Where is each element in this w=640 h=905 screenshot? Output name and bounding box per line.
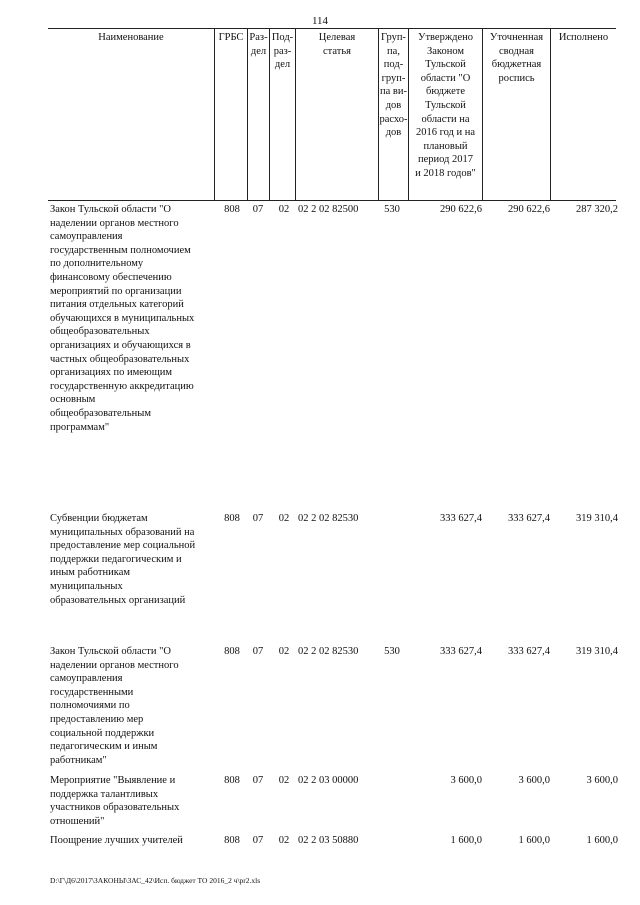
- row-4-podrazdel: 02: [278, 775, 290, 786]
- header-grbs: ГРБС: [218, 32, 244, 43]
- page-number: 114: [311, 15, 329, 27]
- row-1-executed: 287 320,2: [576, 204, 618, 215]
- row-4-refined: 3 600,0: [518, 775, 550, 786]
- header-podrazdel: Под- раз- дел: [271, 32, 294, 71]
- row-4-target-article: 02 2 03 00000: [298, 775, 359, 786]
- row-1-podrazdel: 02: [278, 204, 290, 215]
- table-header: [48, 28, 616, 201]
- header-name: Наименование: [98, 32, 164, 43]
- row-3-name: Закон Тульской области "О наделении органов местного самоуправления государственными полномочиями по предоставлению мер социальной поддержки педагогическим и иным работникам": [50, 646, 179, 766]
- row-2-name: Субвенции бюджетам муниципальных образований на предоставление мер социальной поддержки педагогическим и иным работникам муниципальных образовательных организаций: [50, 513, 196, 606]
- header-razdel: Раз- дел: [249, 32, 268, 57]
- footer-file-path: D:\Г\Д6\2017\ЗАКОНЫ\ЗАС_42\Исп. бюджет ТО 2016_2 ч\pr2.xls: [50, 876, 261, 885]
- row-3-refined: 333 627,4: [508, 646, 550, 657]
- header-divider: [550, 29, 551, 200]
- row-2-approved: 333 627,4: [440, 513, 482, 524]
- header-expense-group: Груп- па, под- груп- па ви- дов расхо- дов: [379, 32, 408, 139]
- row-5-grbs: 808: [224, 835, 240, 846]
- row-4-name: Мероприятие "Выявление и поддержка талантливых участников образовательных отношений": [50, 775, 180, 827]
- row-5-executed: 1 600,0: [586, 835, 618, 846]
- row-4-approved: 3 600,0: [450, 775, 482, 786]
- row-3-executed: 319 310,4: [576, 646, 618, 657]
- row-5-target-article: 02 2 03 50880: [298, 835, 359, 846]
- row-5-refined: 1 600,0: [518, 835, 550, 846]
- row-2-razdel: 07: [252, 513, 264, 524]
- row-1-approved: 290 622,6: [440, 204, 482, 215]
- row-3-target-article: 02 2 02 82530: [298, 646, 359, 657]
- row-4-grbs: 808: [224, 775, 240, 786]
- header-refined-budget: Уточненная сводная бюджетная роспись: [489, 32, 544, 84]
- row-1-grbs: 808: [224, 204, 240, 215]
- row-3-expense-group: 530: [384, 646, 400, 657]
- row-1-expense-group: 530: [384, 204, 400, 215]
- row-5-name: Поощрение лучших учителей: [50, 835, 183, 846]
- header-executed: Исполнено: [558, 32, 609, 43]
- row-2-executed: 319 310,4: [576, 513, 618, 524]
- row-3-grbs: 808: [224, 646, 240, 657]
- row-1-refined: 290 622,6: [508, 204, 550, 215]
- row-5-razdel: 07: [252, 835, 264, 846]
- row-4-executed: 3 600,0: [586, 775, 618, 786]
- row-2-target-article: 02 2 02 82530: [298, 513, 359, 524]
- header-divider: [214, 29, 215, 200]
- row-2-podrazdel: 02: [278, 513, 290, 524]
- header-approved: Утверждено Законом Тульской области "О бюджете Тульской области на 2016 год и на плановый период 2017 и 2018 годов": [415, 32, 476, 179]
- row-3-razdel: 07: [252, 646, 264, 657]
- row-5-podrazdel: 02: [278, 835, 290, 846]
- row-1-target-article: 02 2 02 82500: [298, 204, 359, 215]
- row-3-podrazdel: 02: [278, 646, 290, 657]
- row-1-name: Закон Тульской области "О наделении органов местного самоуправления государственным полномочием по дополнительному финансовому обеспечению мероприятий по организации питания отдельных категорий обучающихся в муниципальных общеобразовательных организациях и обучающихся в частных общеобразовательных организациях по имеющим государственную аккредитацию основным общеобразовательным программам": [50, 204, 195, 433]
- header-target-article: Целевая статья: [318, 32, 356, 57]
- row-2-refined: 333 627,4: [508, 513, 550, 524]
- row-2-grbs: 808: [224, 513, 240, 524]
- row-4-razdel: 07: [252, 775, 264, 786]
- row-5-approved: 1 600,0: [450, 835, 482, 846]
- row-1-razdel: 07: [252, 204, 264, 215]
- row-3-approved: 333 627,4: [440, 646, 482, 657]
